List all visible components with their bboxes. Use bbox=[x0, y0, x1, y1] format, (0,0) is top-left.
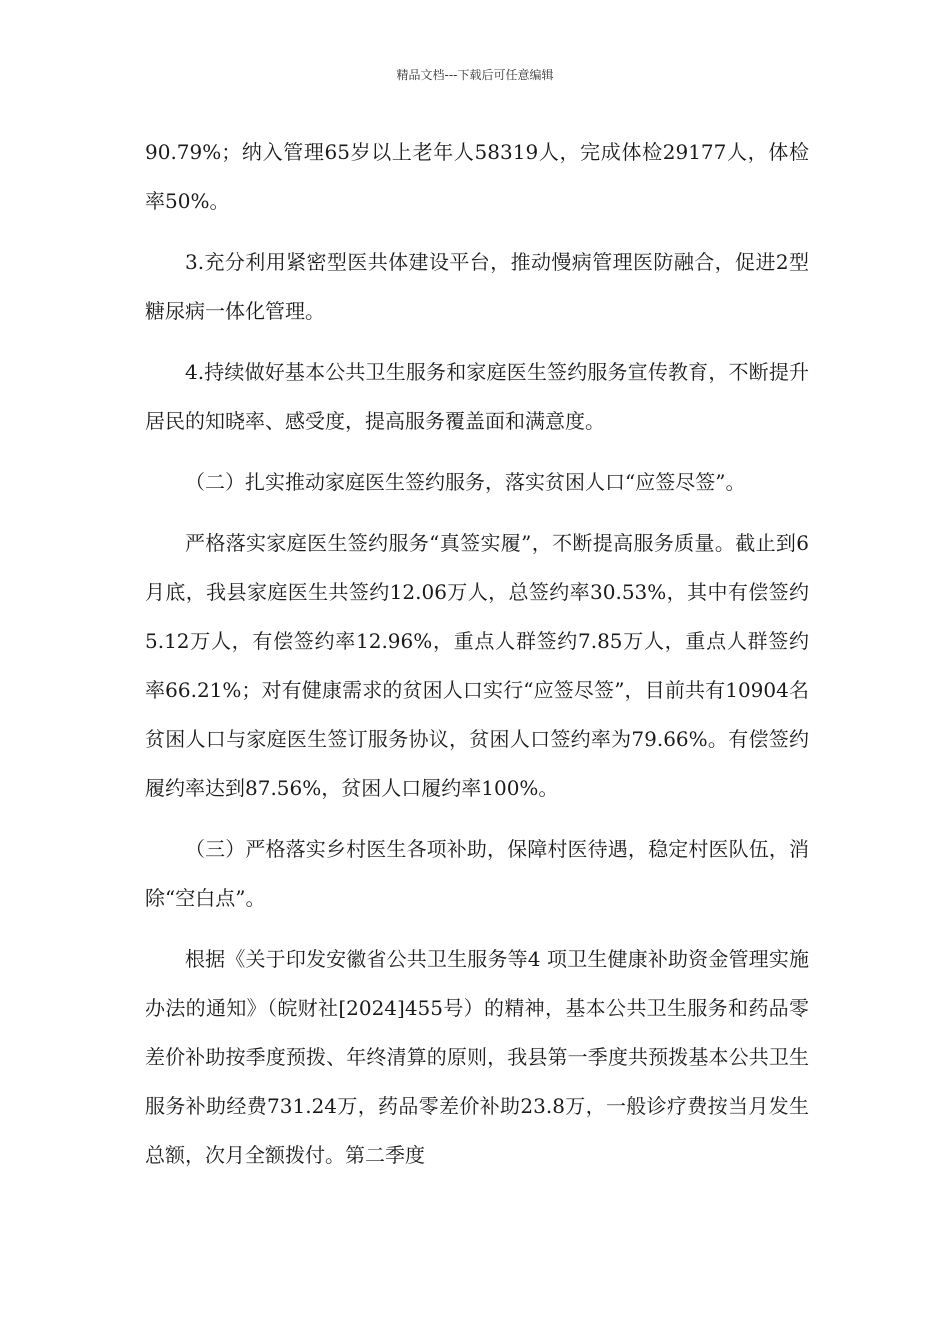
section-heading-2: （二）扎实推动家庭医生签约服务，落实贫困人口“应签尽签”。 bbox=[185, 470, 746, 494]
paragraph-item-4: 4.持续做好基本公共卫生服务和家庭医生签约服务宣传教育，不断提升居民的知晓率、感受度，提高服务覆盖面和满意度。 bbox=[145, 360, 809, 433]
paragraph-subsidy: 根据《关于印发安徽省公共卫生服务等4 项卫生健康补助资金管理实施办法的通知》（皖财社[2024]455号）的精神，基本公共卫生服务和药品零差价补助按季度预拨、年终清算的原则，我县第一季度共预拨基本公共卫生服务补助经费731.24万，药品零差价补助23.8万，一般诊疗费按当月发生总额，次月全额拨付。第二季度 bbox=[145, 947, 809, 1167]
page-header: 精品文档---下载后可任意编辑 bbox=[396, 68, 554, 82]
paragraph-family-doctor: 严格落实家庭医生签约服务“真签实履”，不断提高服务质量。截止到6月底，我县家庭医生共签约12.06万人，总签约率30.53%，其中有偿签约5.12万人，有偿签约率12.96%，重点人群签约7.85万人，重点人群签约率66.21%；对有健康需求的贫困人口实行“应签尽签”，目前共有10904名贫困人口与家庭医生签订服务协议，贫困人口签约率为79.66%。有偿签约履约率达到87.56%，贫困人口履约率100%。 bbox=[145, 531, 809, 800]
paragraph-item-3: 3.充分利用紧密型医共体建设平台，推动慢病管理医防融合，促进2型糖尿病一体化管理。 bbox=[145, 250, 809, 323]
document-body bbox=[145, 128, 809, 1192]
section-heading-3: （三）严格落实乡村医生各项补助，保障村医待遇，稳定村医队伍，消除“空白点”。 bbox=[145, 837, 809, 910]
paragraph-continuation: 90.79%；纳入管理65岁以上老年人58319人，完成体检29177人，体检率50%。 bbox=[145, 140, 809, 213]
